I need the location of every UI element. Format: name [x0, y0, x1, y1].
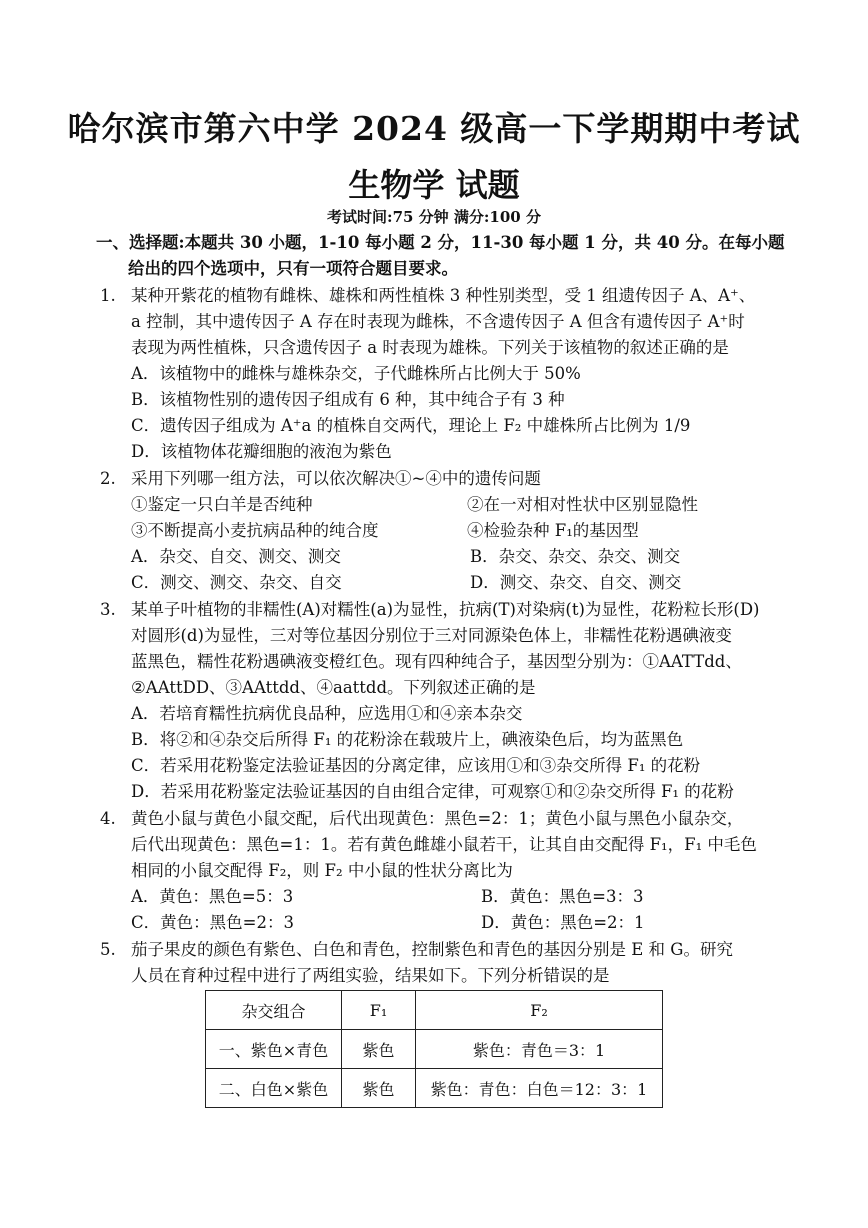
q4-stem-line3: 相同的小鼠交配得 F₂，则 F₂ 中小鼠的性状分离比为	[131, 861, 513, 880]
table-cell: 紫色	[342, 1069, 416, 1108]
q1-option-b: B．该植物性别的遗传因子组成有 6 种，其中纯合子有 3 种	[131, 390, 565, 409]
table-cell: 紫色	[342, 1030, 416, 1069]
q3-stem-line1: 某单子叶植物的非糯性(A)对糯性(a)为显性，抗病(T)对染病(t)为显性，花粉粒长形(D)	[131, 600, 760, 619]
q3-number: 3.	[100, 600, 116, 619]
q3-option-c: C．若采用花粉鉴定法验证基因的分离定律，应该用①和③杂交所得 F₁ 的花粉	[131, 756, 701, 775]
q5-stem-line2: 人员在育种过程中进行了两组实验，结果如下。下列分析错误的是	[131, 966, 610, 985]
q5-number: 5.	[100, 940, 116, 959]
q4-option-c: C．黄色：黑色=2：3	[131, 913, 294, 932]
table-row	[206, 1069, 663, 1108]
q2-option-c: C．测交、测交、杂交、自交	[131, 573, 342, 592]
q3-option-b: B．将②和④杂交后所得 F₁ 的花粉涂在载玻片上，碘液染色后，均为蓝黑色	[131, 730, 684, 749]
table-cell: 紫色：青色：白色＝12：3：1	[416, 1069, 663, 1108]
q4-option-b: B．黄色：黑色=3：3	[481, 887, 644, 906]
q1-option-a: A．该植物中的雌株与雄株杂交，子代雌株所占比例大于 50%	[131, 364, 581, 383]
q5-stem-line1: 茄子果皮的颜色有紫色、白色和青色，控制紫色和青色的基因分别是 E 和 G。研究	[131, 940, 733, 959]
q2-item-2: ②在一对相对性状中区别显隐性	[467, 495, 698, 514]
q2-number: 2.	[100, 469, 116, 488]
q1-stem-line1: 某种开紫花的植物有雌株、雄株和两性植株 3 种性别类型，受 1 组遗传因子 A、A⁺、	[131, 286, 756, 305]
q4-number: 4.	[100, 809, 116, 828]
table-header-cell: 杂交组合	[206, 991, 342, 1030]
table-header-cell: F₂	[416, 991, 663, 1030]
q2-stem: 采用下列哪一组方法，可以依次解决①~④中的遗传问题	[131, 469, 541, 488]
q2-option-d: D．测交、杂交、自交、测交	[470, 573, 682, 592]
q4-option-a: A．黄色：黑色=5：3	[131, 887, 294, 906]
q3-option-a: A．若培育糯性抗病优良品种，应选用①和④亲本杂交	[131, 704, 523, 723]
q2-item-3: ③不断提高小麦抗病品种的纯合度	[131, 521, 379, 540]
exam-title: 哈尔滨市第六中学 2024 级高一下学期期中考试	[67, 109, 801, 148]
table-header-cell: F₁	[342, 991, 416, 1030]
section-heading-line2: 给出的四个选项中，只有一项符合题目要求。	[128, 259, 458, 278]
q2-option-a: A．杂交、自交、测交、测交	[131, 547, 341, 566]
q4-option-d: D．黄色：黑色=2：1	[481, 913, 645, 932]
q1-option-d: D．该植物体花瓣细胞的液泡为紫色	[131, 442, 392, 461]
table-cell: 一、紫色×青色	[206, 1030, 342, 1069]
q1-option-c: C．遗传因子组成为 A⁺a 的植株自交两代，理论上 F₂ 中雄株所占比例为 1/9	[131, 416, 691, 435]
q3-stem-line4: ②AAttDD、③AAttdd、④aattdd。下列叙述正确的是	[131, 678, 536, 697]
q4-stem-line2: 后代出现黄色：黑色=1：1。若有黄色雌雄小鼠若干，让其自由交配得 F₁，F₁ 中毛色	[131, 835, 757, 854]
table-cell: 紫色：青色＝3：1	[416, 1030, 663, 1069]
section-heading-line1: 一、选择题:本题共 30 小题，1-10 每小题 2 分，11-30 每小题 1 分，共 40 分。在每小题	[96, 233, 785, 252]
q2-option-b: B．杂交、杂交、杂交、测交	[470, 547, 681, 566]
cross-results-table	[205, 990, 663, 1108]
q3-option-d: D．若采用花粉鉴定法验证基因的自由组合定律，可观察①和②杂交所得 F₁ 的花粉	[131, 782, 734, 801]
table-header-row	[206, 991, 663, 1030]
exam-info: 考试时间:75 分钟 满分:100 分	[327, 208, 541, 226]
table-row	[206, 1030, 663, 1069]
q1-stem-line2: a 控制，其中遗传因子 A 存在时表现为雌株，不含遗传因子 A 但含有遗传因子 A⁺时	[131, 312, 745, 331]
exam-subtitle: 生物学 试题	[348, 166, 520, 204]
q1-number: 1.	[100, 286, 116, 305]
q2-item-4: ④检验杂种 F₁的基因型	[467, 521, 639, 540]
q2-item-1: ①鉴定一只白羊是否纯种	[131, 495, 313, 514]
q1-stem-line3: 表现为两性植株，只含遗传因子 a 时表现为雄株。下列关于该植物的叙述正确的是	[131, 338, 729, 357]
q4-stem-line1: 黄色小鼠与黄色小鼠交配，后代出现黄色：黑色=2：1；黄色小鼠与黑色小鼠杂交，	[131, 809, 744, 828]
q3-stem-line2: 对圆形(d)为显性，三对等位基因分别位于三对同源染色体上，非糯性花粉遇碘液变	[131, 626, 732, 645]
q3-stem-line3: 蓝黑色，糯性花粉遇碘液变橙红色。现有四种纯合子，基因型分别为：①AATTdd、	[131, 652, 742, 671]
table-cell: 二、白色×紫色	[206, 1069, 342, 1108]
